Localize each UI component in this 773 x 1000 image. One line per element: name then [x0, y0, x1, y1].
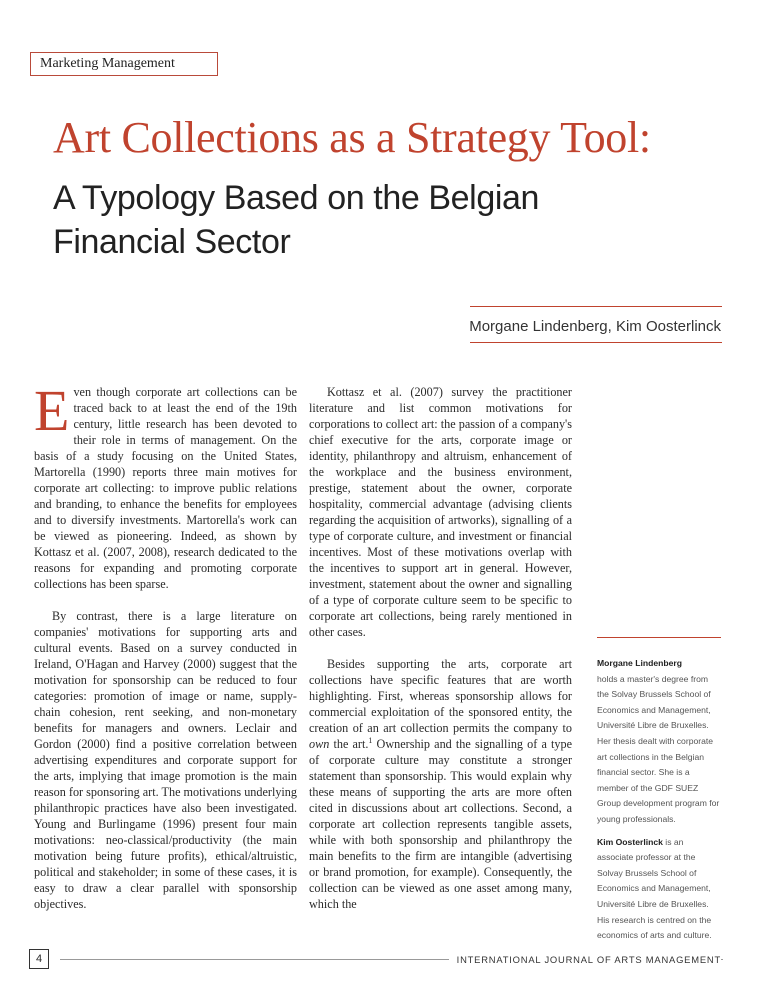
- author-names: Morgane Lindenberg, Kim Oosterlinck: [469, 318, 721, 335]
- bio-name: Morgane Lindenberg: [597, 658, 682, 668]
- author-rule-bottom: [470, 342, 722, 343]
- sidebar-rule: [597, 637, 721, 638]
- text-run: the art.: [329, 737, 369, 751]
- text-run: Besides supporting the arts, corporate art collections have specific features that are worth highlighting. First, whereas sponsorship allows for commercial exploitation of the sponsored entity, the creation of an art collection permits the company to: [309, 657, 572, 735]
- emphasis: own: [309, 737, 330, 751]
- section-label: Marketing Management: [30, 52, 218, 76]
- article-subtitle: A Typology Based on the Belgian Financial Sector: [53, 179, 540, 261]
- paragraph: By contrast, there is a large literature on companies' motivations for supporting arts and cultural events. Based on a survey conducted in Ireland, O'Hagan and Harvey (2000) suggest that the motivation for sponsorship can be reduced to four categories: promotion of image or name, supply-chain cohesion, rent seeking, and non-monetary benefits for managers and owners. Leclair and Gordon (2000) find a positive correlation between advertising expenditures and corporate support for the arts, implying that image promotion is the main reason for sponsoring art. The motivations underlying philanthropic practices have also been investigated. Young and Burlingame (1996) present four main motivations: neo-classical/productivity (the main motivation being future profits), ethical/altruistic, political and stakeholder; in some of these cases, it is easy to draw a clear parallel with sponsorship objectives.: [34, 609, 297, 911]
- page-number: 4: [29, 949, 49, 969]
- body-column-2: [309, 384, 572, 912]
- article-title: Art Collections as a Strategy Tool:: [53, 113, 651, 162]
- body-column-1: [34, 378, 297, 912]
- author-bios: [597, 656, 722, 944]
- paragraph: [309, 656, 572, 912]
- author-rule-top: [470, 306, 722, 307]
- bio-text: is an associate professor at the Solvay Brussels School of Economics and Management, Université Libre de Bruxelles. His research is centred on the economics of arts and culture.: [597, 836, 712, 941]
- drop-cap: E: [34, 378, 70, 443]
- paragraph: ven though corporate art collections can be traced back to at least the end of the 19th century, little research has been devoted to their role in terms of management. On the basis of a study focusing on the United States, Martorella (1990) reports three main motives for corporate art collecting: to improve public relations and branding, to enhance the benefits for employees and to diversify investments. Martorella's work can be viewed as pioneering. Indeed, as shown by Kottasz et al. (2007, 2008), research dedicated to the reasons for expanding and promoting corporate collections has been sparse.: [34, 385, 297, 591]
- bio-name: Kim Oosterlinck: [597, 836, 663, 847]
- paragraph: Kottasz et al. (2007) survey the practitioner literature and list common motivations for corporations to collect art: the passion of a company's chief executive for the arts, corporate image or identity, philanthropy and altruism, enhancement of the workplace and the business environment, prestige, statement about the owner, corporate hospitality, commercial advantage (advising clients regarding the acquisition of artworks), signalling of a type of corporate culture, and investment or financial incentives. Most of these motivations overlap with the incentives to support art in general. However, investment, statement about the owner and signalling of a type of corporate culture seem to be specific to corporate art collections, being rarely mentioned in other cases.: [309, 385, 572, 639]
- bio-text: holds a master's degree from the Solvay Brussels School of Economics and Management, Université Libre de Bruxelles. Her thesis dealt with corporate art collections in the Belgian financial sector. She is a member of the GDF SUEZ Group development program for young professionals.: [597, 673, 720, 824]
- journal-name: INTERNATIONAL JOURNAL OF ARTS MANAGEMENT: [449, 954, 721, 965]
- bio-oosterlinck: [597, 835, 722, 944]
- bio-lindenberg: [597, 656, 722, 828]
- footnote-marker: 1: [368, 735, 373, 745]
- text-run: Ownership and the signalling of a type of corporate culture may constitute a stronger statement than sponsorship. This would explain why these means of supporting the arts are more often cited in discussions about art collections. Second, a corporate art collection represents tangible assets, while with both sponsorship and philanthropy the main benefits to the firm are intangible (advertising or brand promotion, for example). Consequently, the collection can be viewed as one asset among many, which the: [309, 737, 572, 911]
